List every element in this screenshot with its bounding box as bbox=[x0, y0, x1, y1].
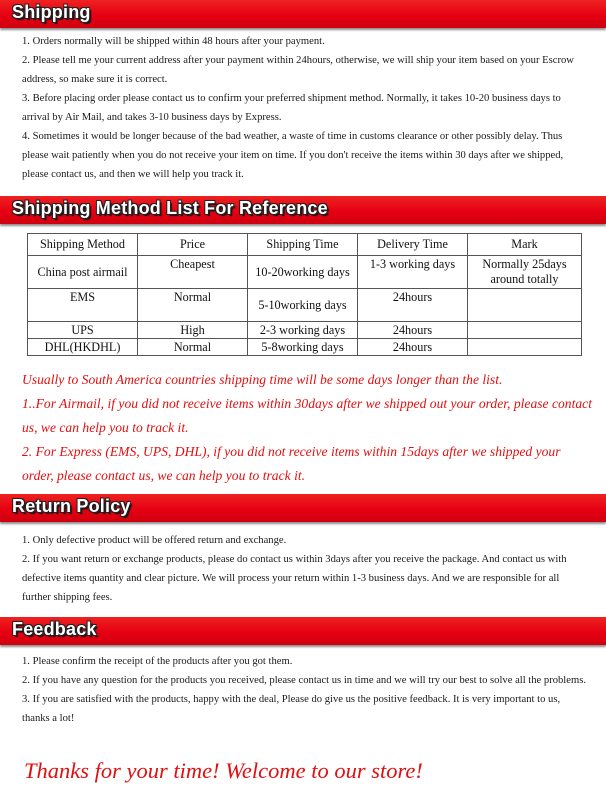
table-cell: 10-20working days bbox=[248, 256, 358, 289]
table-cell bbox=[468, 339, 582, 356]
table-cell: 24hours bbox=[358, 322, 468, 339]
table-cell: China post airmail bbox=[28, 256, 138, 289]
methods-header-bar bbox=[0, 196, 606, 224]
table-cell: 5-10working days bbox=[248, 289, 358, 322]
table-cell: Normally 25days around totally bbox=[468, 256, 582, 289]
table-row bbox=[28, 322, 582, 339]
header-cell: Price bbox=[138, 234, 248, 256]
return-policy-title: Return Policy bbox=[12, 496, 131, 516]
table-row bbox=[28, 289, 582, 322]
return-policy-header-bar bbox=[0, 494, 606, 522]
return-policy-list bbox=[22, 531, 590, 607]
shipping-item: 3. Before placing order please contact us to confirm your preferred shipment method. Normally, it takes 10-20 business days to arrival by Air Mail, and takes 3-10 business days by Express. bbox=[22, 93, 561, 123]
shipping-item: 2. Please tell me your current address after your payment within 24hours, otherwise, we will ship your item based on your Escrow address, so make sure it is correct. bbox=[22, 55, 574, 85]
feedback-item: 1. Please confirm the receipt of the products after you got them. bbox=[22, 656, 293, 667]
table-cell: Normal bbox=[138, 339, 248, 356]
table-cell: Cheapest bbox=[138, 256, 248, 289]
feedback-header-bar bbox=[0, 617, 606, 645]
note-item: 2. For Express (EMS, UPS, DHL), if you did not receive items within 15days after we shipped your order, please contact us, we can help you to track it. bbox=[22, 444, 561, 483]
shipping-method-table bbox=[27, 233, 582, 356]
shipping-item: 1. Orders normally will be shipped within 48 hours after your payment. bbox=[22, 36, 325, 47]
table-cell: EMS bbox=[28, 289, 138, 322]
note-item: 1..For Airmail, if you did not receive items within 30days after we shipped out your order, please contact us, we can help you to track it. bbox=[22, 396, 592, 435]
feedback-item: 3. If you are satisfied with the products, happy with the deal, Please do give us the positive feedback. It is very important to us, thanks a lot! bbox=[22, 694, 561, 724]
table-cell: 24hours bbox=[358, 339, 468, 356]
closing-message: Thanks for your time! Welcome to our store! bbox=[24, 758, 423, 783]
table-cell: DHL(HKDHL) bbox=[28, 339, 138, 356]
table-cell: 24hours bbox=[358, 289, 468, 322]
table-cell: 2-3 working days bbox=[248, 322, 358, 339]
shipping-list bbox=[22, 32, 590, 184]
table-header-row bbox=[28, 234, 582, 256]
note-item: Usually to South America countries shipping time will be some days longer than the list. bbox=[22, 372, 503, 387]
shipping-item: 4. Sometimes it would be longer because of the bad weather, a waste of time in customs clearance or other possibly delay. Thus please wait patiently when you do not receive your item on time. If you don't receive the items within 30 days after we shipped, please contact us, and then we will help you track it. bbox=[22, 131, 564, 180]
table-cell: Normal bbox=[138, 289, 248, 322]
shipping-title: Shipping bbox=[12, 2, 91, 22]
table-cell: UPS bbox=[28, 322, 138, 339]
table-cell: 1-3 working days bbox=[358, 256, 468, 289]
header-cell: Shipping Time bbox=[248, 234, 358, 256]
feedback-title: Feedback bbox=[12, 619, 97, 639]
feedback-item: 2. If you have any question for the products you received, please contact us in time and we will try our best to solve all the problems. bbox=[22, 675, 586, 686]
header-cell: Delivery Time bbox=[358, 234, 468, 256]
shipping-notes bbox=[22, 368, 592, 488]
feedback-list bbox=[22, 652, 590, 728]
methods-title: Shipping Method List For Reference bbox=[12, 198, 328, 218]
shipping-header-bar bbox=[0, 0, 606, 28]
table-cell: High bbox=[138, 322, 248, 339]
table-cell bbox=[468, 289, 582, 322]
return-item: 2. If you want return or exchange products, please do contact us within 3days after you receive the package. And contact us with defective items quantity and clear picture. We will process your return within 1-3 business days. And we are responsible for all further shipping fees. bbox=[22, 554, 567, 603]
table-row bbox=[28, 339, 582, 356]
header-cell: Shipping Method bbox=[28, 234, 138, 256]
table-row bbox=[28, 256, 582, 289]
header-cell: Mark bbox=[468, 234, 582, 256]
return-item: 1. Only defective product will be offered return and exchange. bbox=[22, 535, 287, 546]
table-cell bbox=[468, 322, 582, 339]
table-cell: 5-8working days bbox=[248, 339, 358, 356]
